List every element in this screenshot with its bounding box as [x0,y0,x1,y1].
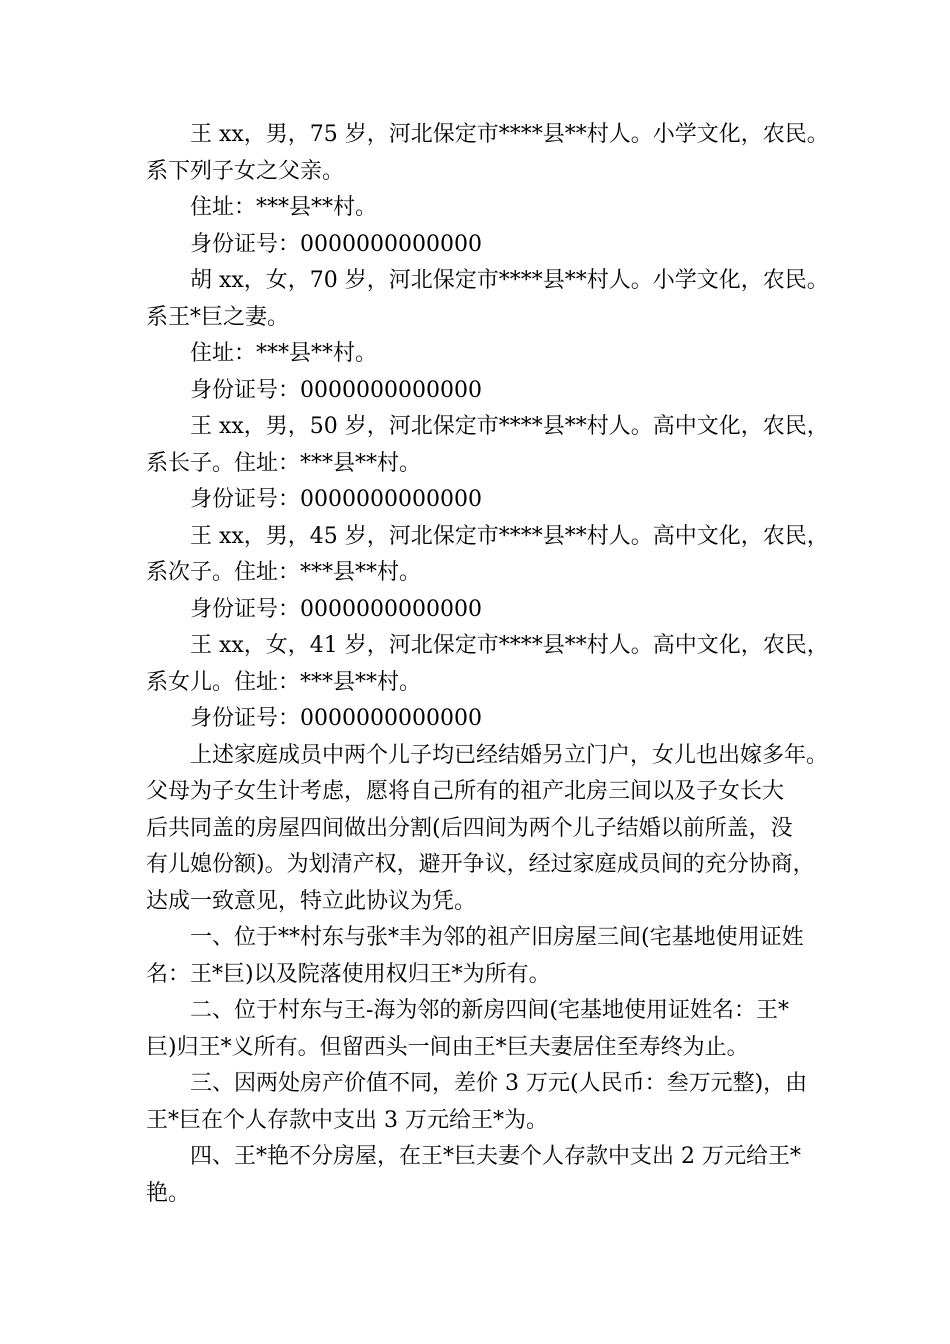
paragraph [146,628,836,701]
text-line: 系女儿。住址：***县**村。 [146,669,422,695]
text-line: 系次子。住址：***县**村。 [146,560,422,585]
text-line: 一、位于**村东与张*丰为邻的祖产旧房屋三间(宅基地使用证姓 [190,925,804,950]
text-line: 巨)归王*义所有。但留西头一间由王*巨夫妻居住至寿终为止。 [146,1034,749,1060]
paragraph [146,1139,836,1212]
text-line: 身份证号：0000000000000 [190,706,482,731]
text-line: 二、位于村东与王-海为邻的新房四间(宅基地使用证姓名：王* [190,998,790,1023]
text-line: 四、王*艳不分房屋，在王*巨夫妻个人存款中支出 2 万元给王* [190,1144,801,1169]
paragraph [146,920,836,993]
text-line: 系下列子女之父亲。 [146,158,345,184]
paragraph [146,263,836,336]
text-line: 达成一致意见，特立此协议为凭。 [146,888,477,914]
paragraph [146,701,836,738]
text-line: 有儿媳份额)。为划清产权，避开争议，经过家庭成员间的充分协商， [146,852,815,877]
paragraph [146,117,836,190]
paragraph [146,1066,836,1139]
text-line: 父母为子女生计考虑，愿将自己所有的祖产北房三间以及子女长大 [146,779,785,804]
text-line: 身份证号：0000000000000 [190,377,482,403]
paragraph [146,336,836,373]
paragraph [146,482,836,519]
text-line: 名：王*巨)以及院落使用权归王*为所有。 [146,961,551,987]
text-line: 身份证号：0000000000000 [190,487,482,512]
text-line: 胡 xx，女，70 岁，河北保定市****县**村人。小学文化，农民。 [190,268,829,293]
document-body [146,117,836,1212]
paragraph [146,738,836,921]
paragraph [146,227,836,264]
paragraph [146,373,836,410]
text-line: 三、因两处房产价值不同，差价 3 万元(人民币：叁万元整)，由 [190,1071,808,1096]
paragraph [146,993,836,1066]
text-line: 住址：***县**村。 [190,195,378,220]
text-line: 王 xx，男，75 岁，河北保定市****县**村人。小学文化，农民。 [190,122,829,147]
text-line: 后共同盖的房屋四间做出分割(后四间为两个儿子结婚以前所盖，没 [146,815,793,841]
text-line: 王*巨在个人存款中支出 3 万元给王*为。 [146,1107,548,1133]
text-line: 王 xx，男，50 岁，河北保定市****县**村人。高中文化，农民， [190,414,829,439]
paragraph [146,409,836,482]
text-line: 系长子。住址：***县**村。 [146,450,422,476]
text-line: 住址：***县**村。 [190,341,378,366]
text-line: 系王*巨之妻。 [146,304,290,330]
text-line: 身份证号：0000000000000 [190,596,482,622]
text-line: 身份证号：0000000000000 [190,231,482,257]
text-line: 艳。 [146,1180,191,1206]
text-line: 王 xx，女，41 岁，河北保定市****县**村人。高中文化，农民， [190,633,829,658]
paragraph [146,519,836,592]
text-line: 上述家庭成员中两个儿子均已经结婚另立门户，女儿也出嫁多年。 [190,742,829,768]
paragraph [146,592,836,629]
paragraph [146,190,836,227]
text-line: 王 xx，男，45 岁，河北保定市****县**村人。高中文化，农民， [190,523,829,549]
